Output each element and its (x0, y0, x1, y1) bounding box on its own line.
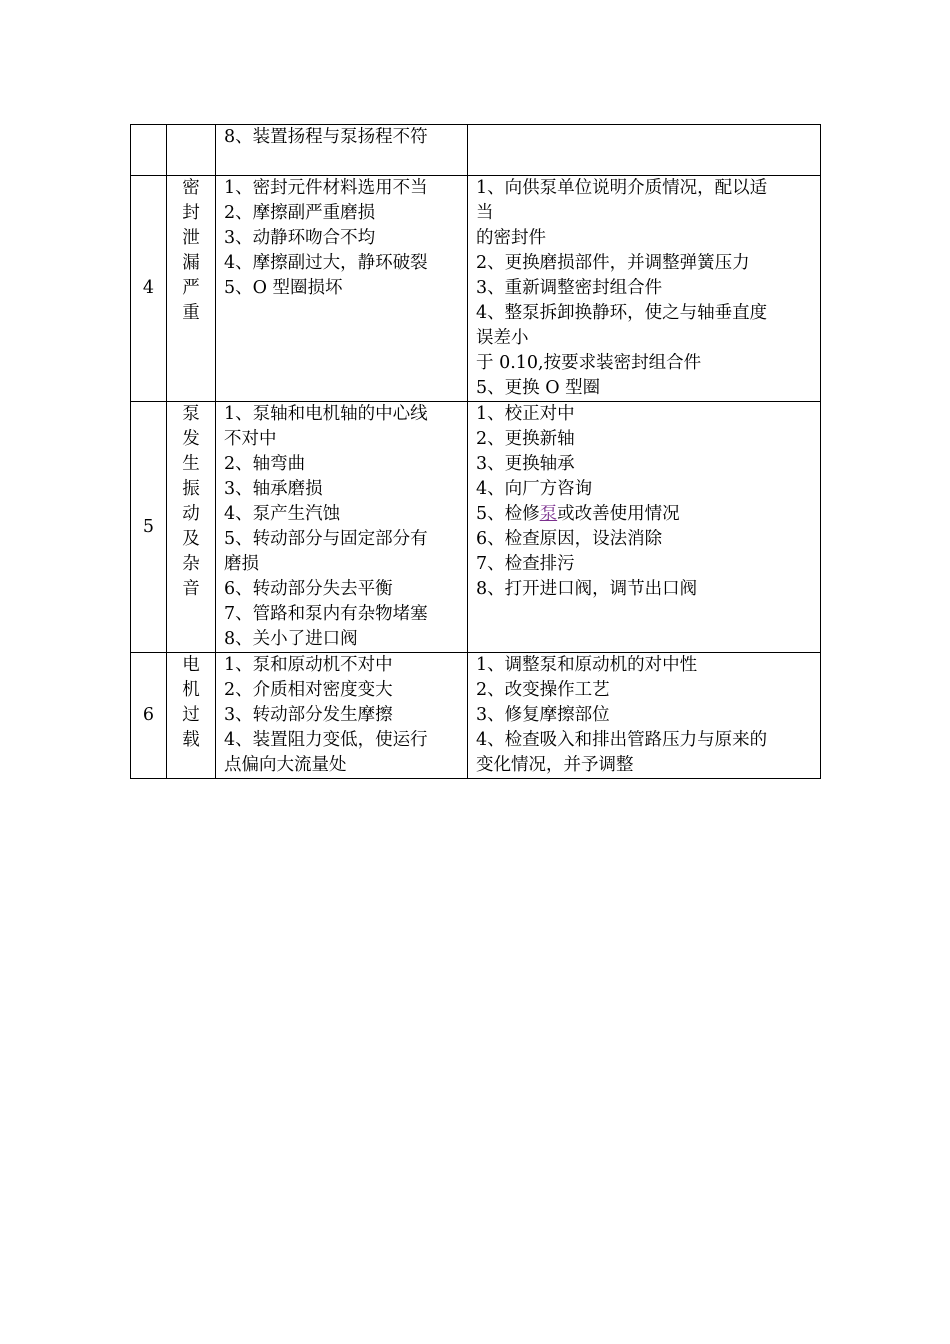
cause-line: 2、介质相对密度变大 (224, 680, 393, 700)
fix-line: 于 0.10,按要求装密封组合件 (476, 353, 702, 373)
row-number-cell: 4 (131, 176, 167, 402)
fault-name: 电机过载 (182, 655, 200, 750)
cause-line: 点偏向大流量处 (224, 755, 347, 775)
cause-line: 6、转动部分失去平衡 (224, 579, 393, 599)
fix-line: 7、检查排污 (476, 554, 575, 574)
fix-line: 当 (476, 203, 494, 223)
fix-line: 4、整泵拆卸换静环，使之与轴垂直度 (476, 303, 768, 323)
row-number-cell: 6 (131, 653, 167, 779)
fix-line: 3、修复摩擦部位 (476, 705, 610, 725)
cause-line: 8、关小了进口阀 (224, 629, 358, 649)
fix-cell (468, 176, 821, 402)
cause-line: 不对中 (224, 429, 277, 449)
cause-line: 3、动静环吻合不均 (224, 228, 376, 248)
cause-line: 1、密封元件材料选用不当 (224, 178, 428, 198)
fault-name-cell (167, 402, 216, 653)
fix-line: 2、更换新轴 (476, 429, 575, 449)
fix-line: 4、向厂方咨询 (476, 479, 593, 499)
cause-line: 8、装置扬程与泵扬程不符 (224, 127, 428, 147)
fault-table (130, 124, 821, 779)
fault-name: 泵发生振动及杂音 (182, 404, 200, 599)
cause-cell (216, 176, 468, 402)
cause-cell (216, 402, 468, 653)
table-row (131, 176, 821, 402)
cause-line: 5、O 型圈损坏 (224, 278, 343, 298)
fix-line: 4、检查吸入和排出管路压力与原来的 (476, 730, 768, 750)
cause-line: 4、摩擦副过大，静环破裂 (224, 253, 428, 273)
row-number-cell: 5 (131, 402, 167, 653)
pump-link[interactable]: 泵 (539, 504, 558, 524)
fix-line: 1、向供泵单位说明介质情况，配以适 (476, 178, 768, 198)
fix-cell (468, 125, 821, 176)
fix-cell (468, 653, 821, 779)
fix-line: 3、更换轴承 (476, 454, 575, 474)
cause-line: 3、轴承磨损 (224, 479, 323, 499)
cause-line: 1、泵轴和电机轴的中心线 (224, 404, 428, 424)
cause-line: 2、轴弯曲 (224, 454, 306, 474)
fix-line: 8、打开进口阀，调节出口阀 (476, 579, 698, 599)
fault-name-cell (167, 125, 216, 176)
cause-line: 4、装置阻力变低，使运行 (224, 730, 428, 750)
fix-line-suffix: 或改善使用情况 (557, 504, 680, 524)
fix-line-prefix: 5、检修 (476, 504, 540, 524)
fix-line-with-link (476, 502, 814, 527)
fault-name-cell (167, 176, 216, 402)
table-row (131, 125, 821, 176)
fix-line: 误差小 (476, 328, 529, 348)
fix-line: 1、校正对中 (476, 404, 575, 424)
cause-line: 7、管路和泵内有杂物堵塞 (224, 604, 428, 624)
cause-cell (216, 125, 468, 176)
cause-line: 2、摩擦副严重磨损 (224, 203, 376, 223)
fix-cell (468, 402, 821, 653)
fix-line: 2、更换磨损部件，并调整弹簧压力 (476, 253, 750, 273)
fix-line: 3、重新调整密封组合件 (476, 278, 663, 298)
fault-name-cell (167, 653, 216, 779)
fix-line: 1、调整泵和原动机的对中性 (476, 655, 698, 675)
cause-cell (216, 653, 468, 779)
fault-name: 密封泄漏严重 (182, 178, 200, 323)
fix-line: 5、更换 O 型圈 (476, 378, 601, 398)
fix-line: 变化情况，并予调整 (476, 755, 634, 775)
row-number-cell (131, 125, 167, 176)
cause-line: 磨损 (224, 554, 259, 574)
fix-line: 6、检查原因，设法消除 (476, 529, 663, 549)
cause-line: 3、转动部分发生摩擦 (224, 705, 393, 725)
table-row (131, 402, 821, 653)
table-row (131, 653, 821, 779)
cause-line: 5、转动部分与固定部分有 (224, 529, 428, 549)
fix-line: 的密封件 (476, 228, 546, 248)
fix-line: 2、改变操作工艺 (476, 680, 610, 700)
cause-line: 4、泵产生汽蚀 (224, 504, 341, 524)
cause-line: 1、泵和原动机不对中 (224, 655, 393, 675)
